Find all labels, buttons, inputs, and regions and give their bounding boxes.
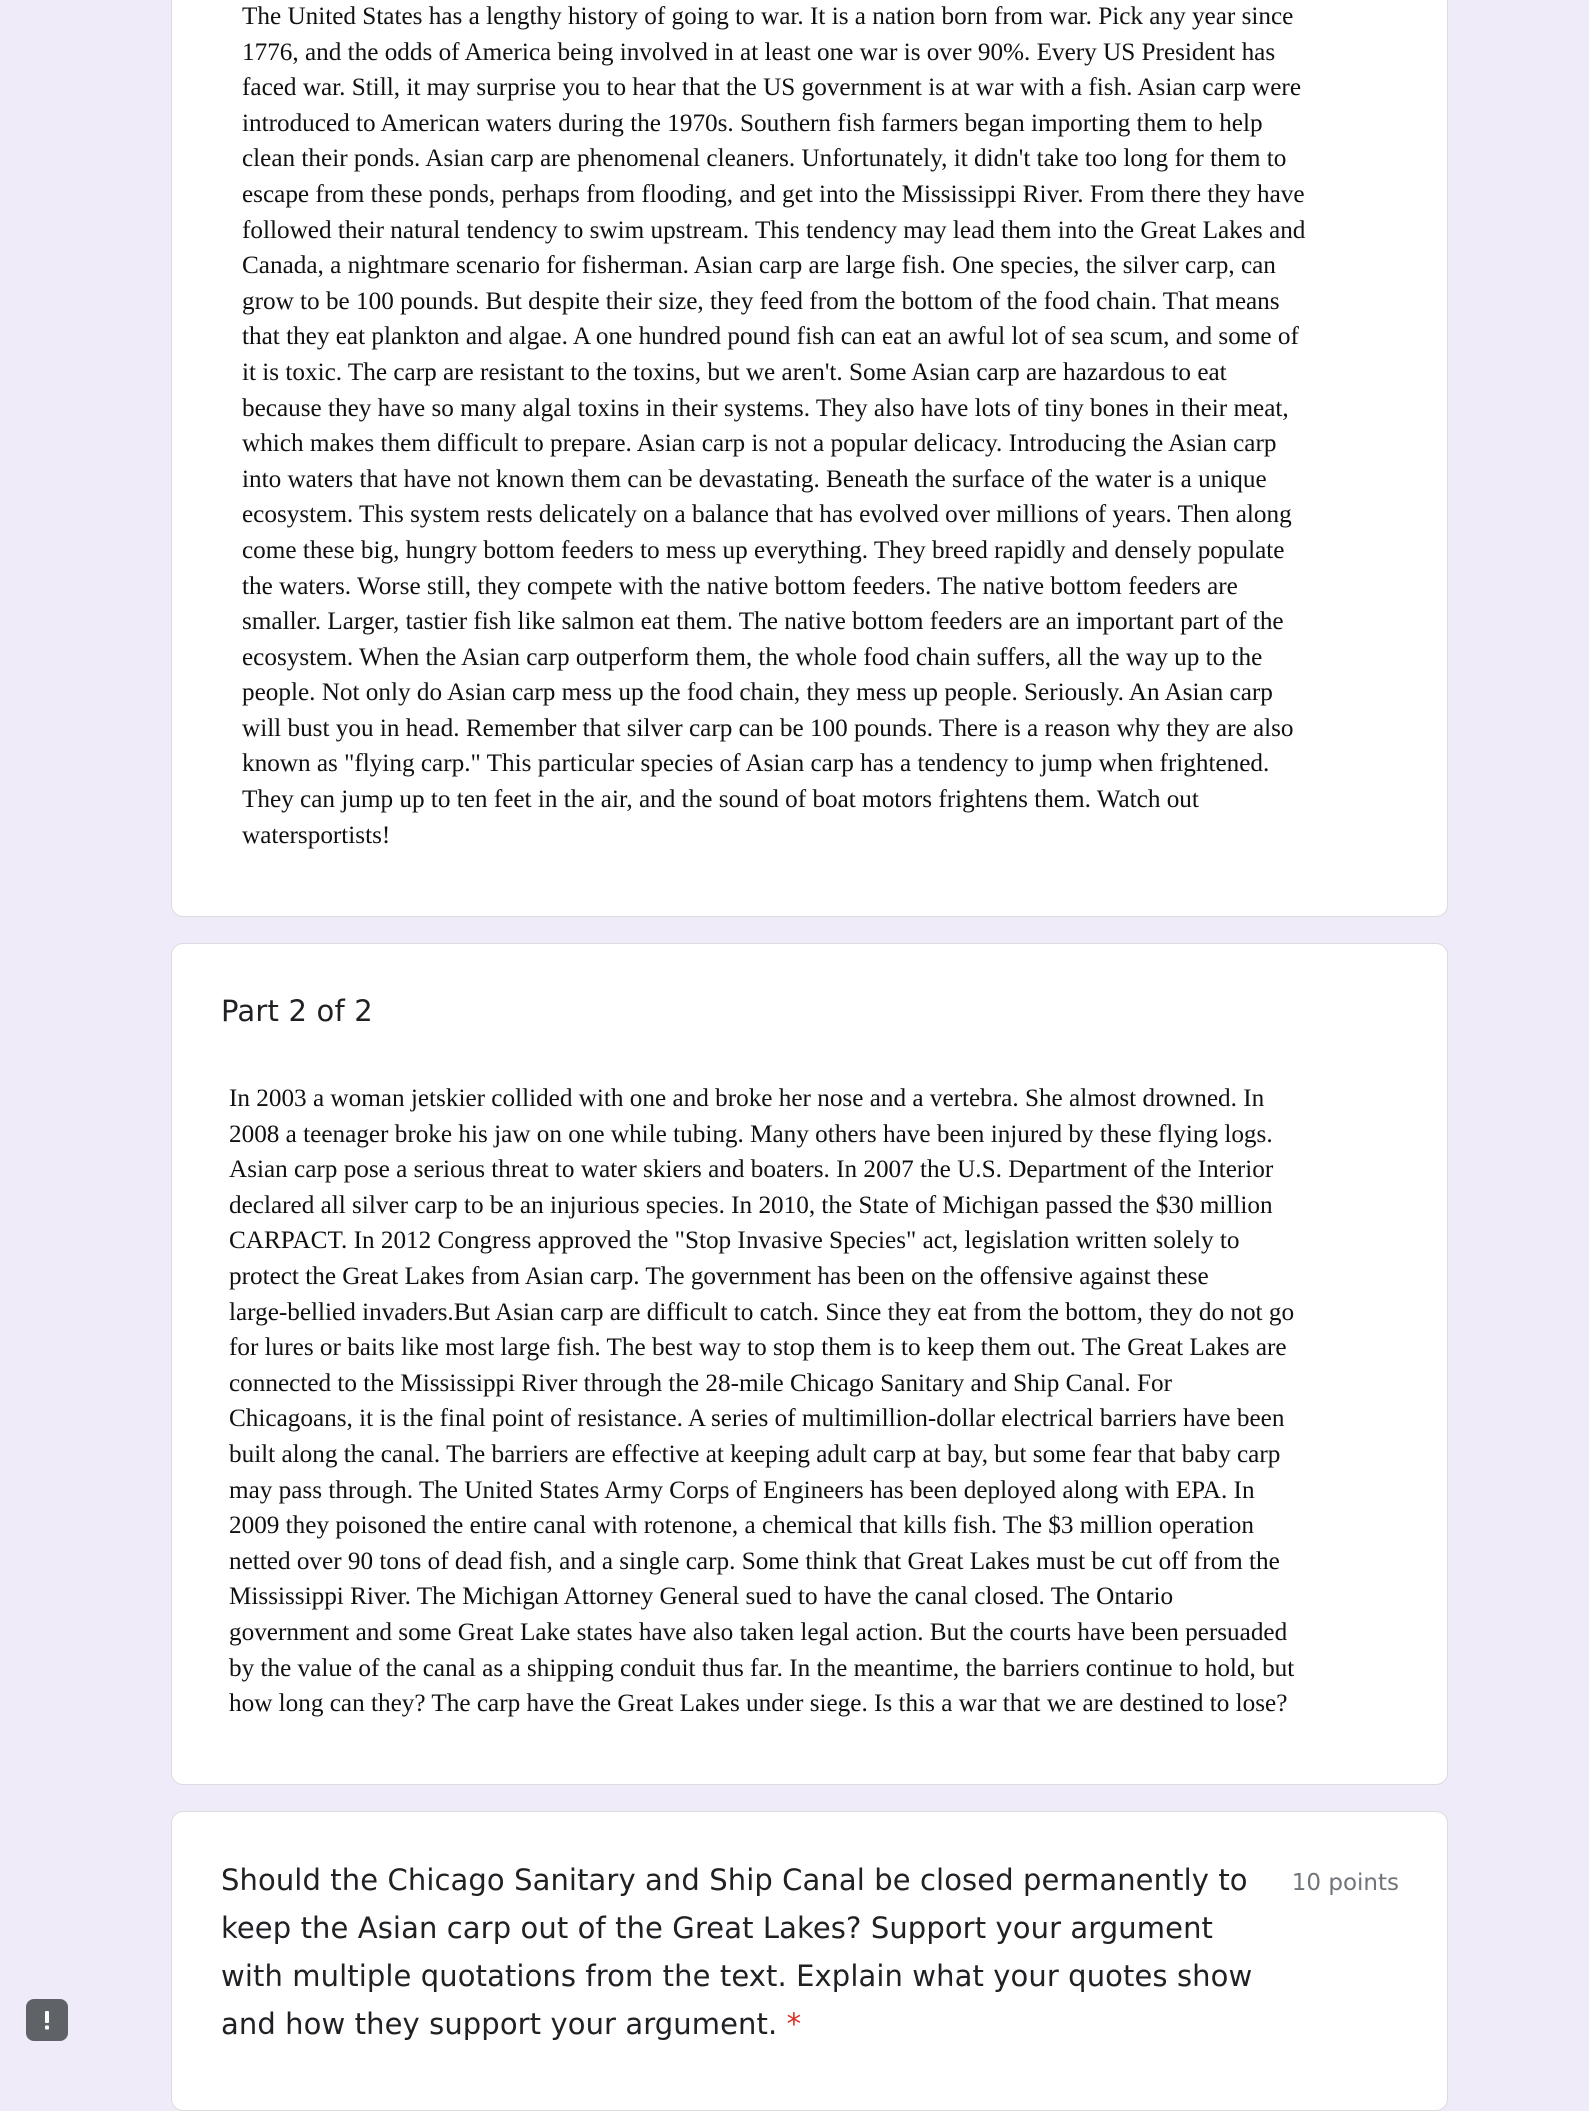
exclamation-icon — [34, 2007, 60, 2033]
required-asterisk: * — [786, 2007, 802, 2041]
question-points: 10 points — [1291, 1870, 1399, 1896]
passage-part-2-text: In 2003 a woman jetskier collided with one and broke her nose and a vertebra. She almost drowned. In 2008 a teenager broke his jaw on one while tubing. Many others have been injured by these flying logs. Asian carp pose a serious threat to water skiers and boaters. In 2007 the U.S. Department of the Interior declared all silver carp to be an injurious species. In 2010, the State of Michigan passed the $30 million CARPACT. In 2012 Congress approved the "Stop Invasive Species" act, legislation written solely to protect the Great Lakes from Asian carp. The government has been on the offensive against these large-bellied invaders.But Asian carp are difficult to catch. Since they eat from the bottom, they do not go for lures or baits like most large fish. The best way to stop them is to keep them out. The Great Lakes are connected to the Mississippi River through the 28-mile Chicago Sanitary and Ship Canal. For Chicagoans, it is the final point of resistance. A series of multimillion-dollar electrical barriers have been built along the canal. The barriers are effective at keeping adult carp at bay, but some fear that baby carp may pass through. The United States Army Corps of Engineers has been deployed along with EPA. In 2009 they poisoned the entire canal with rotenone, a chemical that kills fish. The $3 million operation netted over 90 tons of dead fish, and a single carp. Some think that Great Lakes must be cut off from the Mississippi River. The Michigan Attorney General sued to have the canal closed. The Ontario government and some Great Lake states have also taken legal action. But the courts have been persuaded by the value of the canal as a shipping conduit thus far. In the meantime, the barriers continue to hold, but how long can they? The carp have the Great Lakes under siege. Is this a war that we are destined to lose? — [229, 1085, 1295, 1718]
passage-part-1-text: The United States has a lengthy history of going to war. It is a nation born from war. Pick any year since 1776, and the odds of America being involved in at least one war is over 90%. Every US President has faced war. Still, it may surprise you to hear that the US government is at war with a fish. Asian carp were introduced to American waters during the 1970s. Southern fish farmers began importing them to help clean their ponds. Asian carp are phenomenal cleaners. Unfortunately, it didn't take too long for them to escape from these ponds, perhaps from flooding, and get into the Mississippi River. From there they have followed their natural tendency to swim upstream. This tendency may lead them into the Great Lakes and Canada, a nightmare scenario for fisherman. Asian carp are large fish. One species, the silver carp, can grow to be 100 pounds. But despite their size, they feed from the bottom of the food chain. That means that they eat plankton and algae. A one hundred pound fish can eat an awful lot of sea scum, and some of it is toxic. The carp are resistant to the toxins, but we aren't. Some Asian carp are hazardous to eat because they have so many algal toxins in their systems. They also have lots of tiny bones in their meat, which makes them difficult to prepare. Asian carp is not a popular delicacy. Introducing the Asian carp into waters that have not known them can be devastating. Beneath the surface of the water is a unique ecosystem. This system rests delicately on a balance that has evolved over millions of years. Then along come these big, hungry bottom feeders to mess up everything. They breed rapidly and densely populate the waters. Worse still, they compete with the native bottom feeders. The native bottom feeders are smaller. Larger, tastier fish like salmon eat them. The native bottom feeders are an important part of the ecosystem. When the Asian carp outperform them, the whole food chain suffers, all the way up to the people. Not only do Asian carp mess up the food chain, they mess up people. Seriously. An Asian carp will bust you in head. Remember that silver carp can be 100 pounds. There is a reason why they are also known as "flying carp." This particular species of Asian carp has a tendency to jump when frightened. They can jump up to ten feet in the air, and the sound of boat motors frightens them. Watch out watersportists! — [242, 3, 1306, 849]
passage-part-1-card — [171, 0, 1448, 917]
passage-part-2-card — [171, 943, 1448, 1785]
section-title: Part 2 of 2 — [221, 994, 373, 1028]
question-card — [171, 1811, 1448, 2111]
question-text — [221, 1856, 1281, 2048]
question-prompt: Should the Chicago Sanitary and Ship Canal be closed permanently to keep the Asian carp out of the Great Lakes? Support your argument with multiple quotations from the text. Explain what your quotes show and how they support your argument. — [221, 1863, 1253, 2041]
report-problem-button[interactable] — [26, 1999, 68, 2041]
